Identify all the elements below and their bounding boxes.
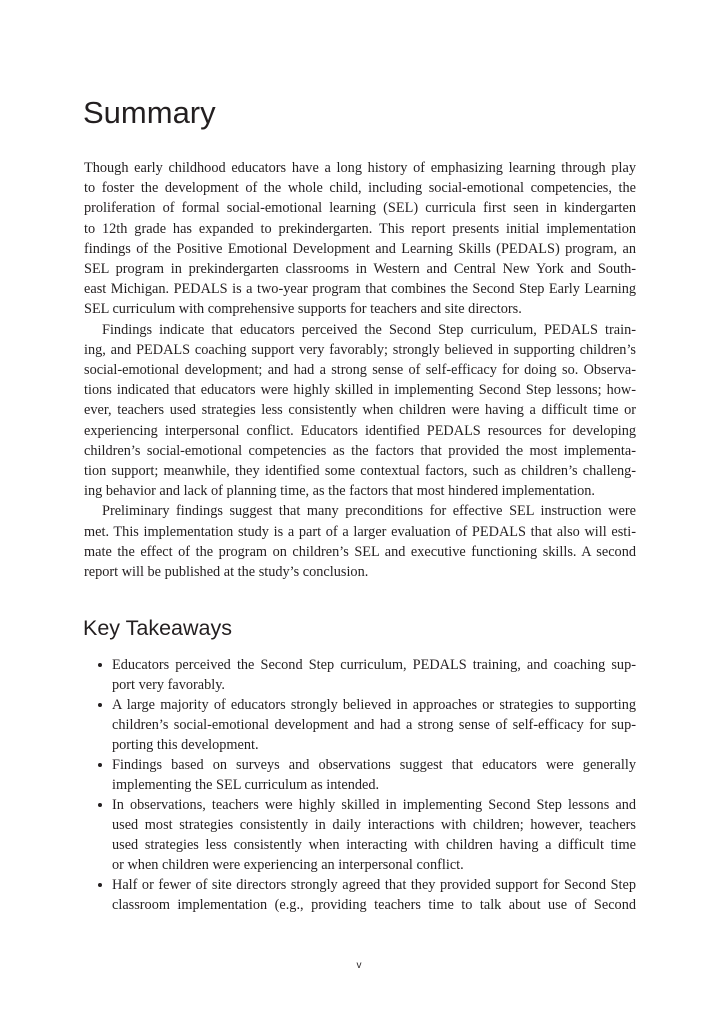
text-line: tions indicated that educators were highly skilled in implementing Second Step lessons; how- (84, 382, 636, 399)
text-line: ever, teachers used strategies less consistently when children were having a difficult time or (84, 402, 636, 419)
text-line: east Michigan. PEDALS is a two-year program that combines the Second Step Early Learning (84, 281, 636, 298)
text-line: Educators perceived the Second Step curriculum, PEDALS training, and coaching sup- (112, 657, 636, 673)
text-line: Half or fewer of site directors strongly agreed that they provided support for Second Step (112, 877, 636, 893)
paragraph (84, 320, 636, 502)
text-line: report will be published at the study’s conclusion. (84, 564, 369, 581)
list-item (112, 755, 636, 795)
page-number: v (356, 960, 362, 971)
text-line: Findings based on surveys and observations suggest that educators were generally (112, 757, 636, 773)
list-item (112, 795, 636, 875)
text-line: used strategies less consistently when interacting with children having a difficult time (112, 837, 636, 853)
text-line: ing, and PEDALS coaching support very favorably; strongly believed in supporting children’s (84, 341, 636, 358)
text-line: porting this development. (112, 737, 259, 753)
list-item (112, 695, 636, 755)
list-item (112, 875, 636, 915)
bullet-icon (98, 703, 102, 707)
text-line: Preliminary findings suggest that many preconditions for effective SEL instruction were (102, 503, 636, 520)
text-line: ing behavior and lack of planning time, as the factors that most hindered implementation. (84, 483, 595, 500)
text-line: SEL program in prekindergarten classrooms in Western and Central New York and South- (84, 261, 636, 278)
page-title: Summary (83, 95, 216, 130)
text-line: proliferation of formal social-emotional learning (SEL) curricula first seen in kindergarten (84, 200, 636, 217)
text-line: port very favorably. (112, 677, 226, 693)
text-line: findings of the Positive Emotional Development and Learning Skills (PEDALS) program, an (84, 240, 636, 257)
text-line: SEL curriculum with comprehensive supports for teachers and site directors. (84, 301, 522, 318)
text-line: experiencing interpersonal conflict. Educators identified PEDALS resources for developing (84, 422, 636, 439)
paragraph (84, 501, 636, 582)
text-line: Findings indicate that educators perceived the Second Step curriculum, PEDALS train- (102, 321, 636, 338)
text-line: children’s social-emotional development and had a strong sense of self-efficacy for sup- (112, 717, 636, 733)
bullet-icon (98, 663, 102, 667)
text-line: or when children were experiencing an interpersonal conflict. (112, 857, 464, 873)
text-line: A large majority of educators strongly believed in approaches or strategies to supporting (112, 697, 636, 713)
key-takeaways-heading: Key Takeaways (83, 616, 232, 640)
paragraph (84, 158, 636, 320)
key-takeaways-list (112, 655, 636, 915)
bullet-icon (98, 803, 102, 807)
text-line: to 12th grade has expanded to prekindergarten. This report presents initial implementation (84, 220, 636, 237)
bullet-icon (98, 763, 102, 767)
text-line: used most strategies consistently in daily interactions with children; however, teachers (112, 817, 636, 833)
text-line: classroom implementation (e.g., providing teachers time to talk about use of Second (112, 897, 636, 913)
text-line: social-emotional development; and had a strong sense of self-efficacy for doing so. Observa- (84, 362, 636, 379)
text-line: Though early childhood educators have a long history of emphasizing learning through play (84, 160, 636, 176)
text-line: In observations, teachers were highly skilled in implementing Second Step lessons and (112, 797, 636, 813)
text-line: met. This implementation study is a part of a larger evaluation of PEDALS that also will esti- (84, 523, 636, 540)
text-line: to foster the development of the whole child, including social-emotional competencies, the (84, 180, 636, 197)
text-line: implementing the SEL curriculum as intended. (112, 777, 380, 793)
text-line: children’s social-emotional competencies as the factors that provided the most implementa- (84, 442, 636, 459)
summary-body (84, 158, 636, 582)
list-item (112, 655, 636, 695)
bullet-icon (98, 883, 102, 887)
text-line: tion support; meanwhile, they identified some contextual factors, such as children’s challeng- (84, 463, 636, 480)
text-line: mate the effect of the program on children’s SEL and executive functioning skills. A second (84, 543, 636, 560)
